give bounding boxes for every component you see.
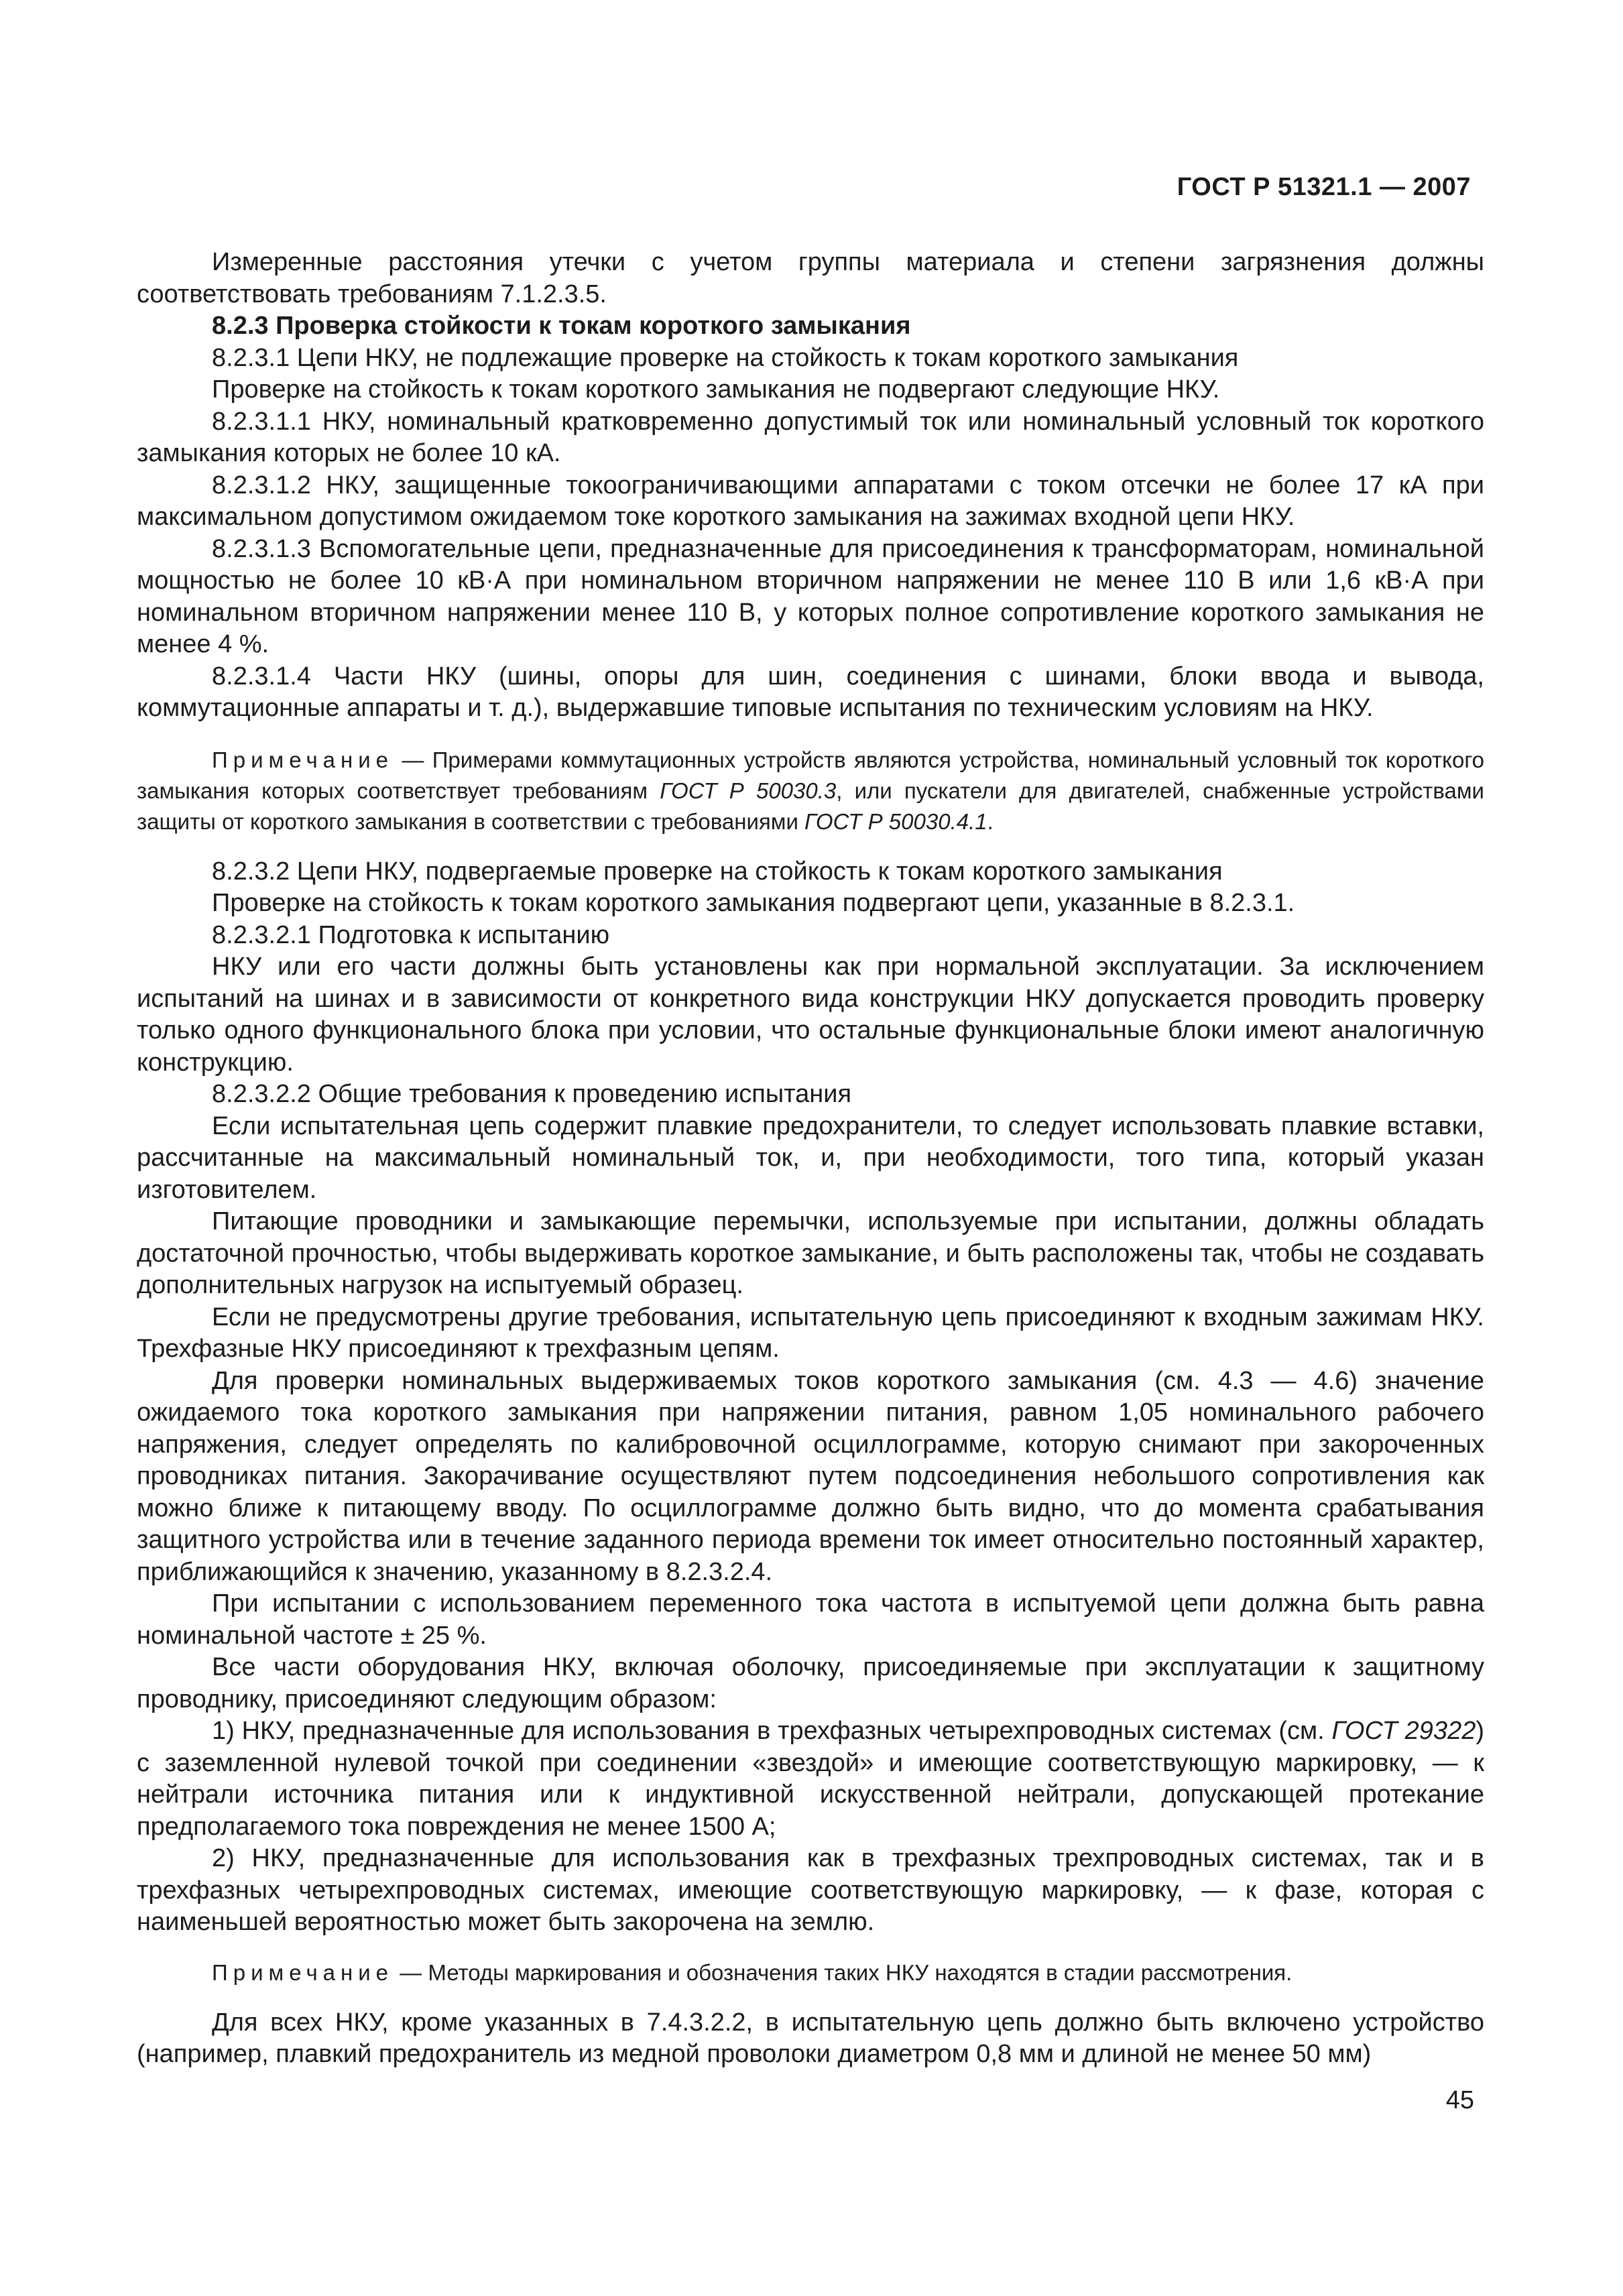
note-text-part-1: — Примерами коммутационных устройств являются устройства, номинальный условный ток короткого замыкания которых соответствует требованиям: [137, 747, 1484, 803]
paragraph-fuses: Если испытательная цепь содержит плавкие предохранители, то следует использовать плавкие вставки, рассчитанные на максимальный номинальный ток, и, при необходимости, того типа, который указан изготовителем.: [137, 1111, 1484, 1204]
list-item-1-text-part-1: 1) НКУ, предназначенные для использования в трехфазных четырехпроводных системах (см.: [212, 1717, 1332, 1745]
note-text: — Методы маркирования и обозначения таких НКУ находятся в стадии рассмотрения.: [394, 1959, 1293, 1985]
paragraph-conductors: Питающие проводники и замыкающие перемычки, используемые при испытании, должны обладать достаточной прочностью, чтобы выдерживать короткое замыкание, и быть расположены так, чтобы не создавать дополнительных нагрузок на испытуемый образец.: [137, 1207, 1484, 1299]
list-item-1-text-part-2: ) с заземленной нулевой точкой при соединении «звездой» и имеющие соответствующую маркировку, — к нейтрали источника питания или к индуктивной искусственной нейтрали, допускающей протекание предполагаемого тока повреждения не менее 1500 А;: [137, 1717, 1484, 1841]
paragraph-8-2-3-1-4: 8.2.3.1.4 Части НКУ (шины, опоры для шин, соединения с шинами, блоки ввода и вывода, коммутационные аппараты и т. д.), выдержавшие типовые испытания по техническим условиям на НКУ.: [137, 662, 1484, 722]
subsection-heading-8-2-3-2: 8.2.3.2 Цепи НКУ, подвергаемые проверке на стойкость к токам короткого замыкания: [212, 857, 1223, 886]
page-body: [137, 247, 1484, 2071]
standard-reference-29322: ГОСТ 29322: [1331, 1717, 1476, 1745]
note-label: Примечание: [212, 1959, 394, 1985]
paragraph-rated-currents: Для проверки номинальных выдерживаемых токов короткого замыкания (см. 4.3 — 4.6) значение ожидаемого тока короткого замыкания при напряжении питания, равном 1,05 номинального рабочего напряжения, следует определять по калибровочной осциллограмме, которую снимают при закороченных проводниках питания. Закорачивание осуществляют путем подсоединения небольшого сопротивления как можно ближе к питающему вводу. По осциллограмме должно быть видно, что до момента срабатывания защитного устройства или в течение заданного периода времени ток имеет относительно постоянный характер, приближающийся к значению, указанному в 8.2.3.2.4.: [137, 1366, 1484, 1586]
subsection-heading-8-2-3-1: 8.2.3.1 Цепи НКУ, не подлежащие проверке на стойкость к токам короткого замыкания: [212, 343, 1239, 372]
paragraph-connection: Если не предусмотрены другие требования, испытательную цепь присоединяют к входным зажимам НКУ. Трехфазные НКУ присоединяют к трехфазным цепям.: [137, 1303, 1484, 1363]
note-switching-devices: [137, 745, 1484, 837]
note-text-part-3: .: [987, 808, 994, 834]
paragraph-8-2-3-1-3: 8.2.3.1.3 Вспомогательные цепи, предназначенные для присоединения к трансформаторам, номинальной мощностью не более 10 кВ·А при номинальном вторичном напряжении не менее 110 В или 1,6 кВ·А при номинальном вторичном напряжении менее 110 В, у которых полное сопротивление короткого замыкания не менее 4 %.: [137, 534, 1484, 658]
paragraph-protective-conductor: Все части оборудования НКУ, включая оболочку, присоединяемые при эксплуатации к защитному проводнику, присоединяют следующим образом:: [137, 1653, 1484, 1713]
paragraph-8-2-3-1-2: 8.2.3.1.2 НКУ, защищенные токоограничивающими аппаратами с током отсечки не более 17 кА при максимальном допустимом ожидаемом токе короткого замыкания на зажимах входной цепи НКУ.: [137, 471, 1484, 531]
paragraph-frequency: При испытании с использованием переменного тока частота в испытуемой цепи должна быть равна номинальной частоте ± 25 %.: [137, 1589, 1484, 1650]
section-heading-8-2-3: 8.2.3 Проверка стойкости к токам короткого замыкания: [212, 312, 911, 340]
paragraph-8-2-3-1-1: 8.2.3.1.1 НКУ, номинальный кратковременно допустимый ток или номинальный условный ток короткого замыкания которых не более 10 кА.: [137, 407, 1484, 467]
paragraph-creepage: Измеренные расстояния утечки с учетом группы материала и степени загрязнения должны соответствовать требованиям 7.1.2.3.5.: [137, 248, 1484, 308]
subsection-heading-8-2-3-2-1: 8.2.3.2.1 Подготовка к испытанию: [212, 920, 610, 949]
paragraph-tested-circuits: Проверке на стойкость к токам короткого замыкания подвергают цепи, указанные в 8.2.3.1.: [212, 889, 1295, 917]
page-number: 45: [1445, 2086, 1474, 2114]
note-marking-methods: [137, 1957, 1484, 1988]
list-item-2: 2) НКУ, предназначенные для использования как в трехфазных трехпроводных системах, так и в трехфазных четырехпроводных системах, имеющие соответствующую маркировку, — к фазе, которая с наименьшей вероятностью может быть закорочена на землю.: [137, 1844, 1484, 1936]
paragraph-not-tested: Проверке на стойкость к токам короткого замыкания не подвергают следующие НКУ.: [212, 375, 1220, 404]
note-text-part-2: , или пускатели для двигателей, снабженные устройствами защиты от короткого замыкания в соответствии с требованиями: [137, 778, 1484, 834]
standard-reference-50030-3: ГОСТ Р 50030.3: [660, 778, 837, 803]
standard-reference-50030-4-1: ГОСТ Р 50030.4.1: [804, 808, 987, 834]
paragraph-test-device: Для всех НКУ, кроме указанных в 7.4.3.2.2, в испытательную цепь должно быть включено устройство (например, плавкий предохранитель из медной проволоки диаметром 0,8 мм и длиной не менее 50 мм): [137, 2008, 1484, 2068]
list-item-1: [137, 1715, 1484, 1843]
document-code-header: ГОСТ Р 51321.1 — 2007: [1177, 173, 1471, 201]
subsection-heading-8-2-3-2-2: 8.2.3.2.2 Общие требования к проведению испытания: [212, 1080, 852, 1108]
paragraph-installation: НКУ или его части должны быть установлены как при нормальной эксплуатации. За исключением испытаний на шинах и в зависимости от конкретного вида конструкции НКУ допускается проводить проверку только одного функционального блока при условии, что остальные функциональные блоки имеют аналогичную конструкцию.: [137, 953, 1484, 1077]
note-label: Примечание: [212, 747, 394, 772]
